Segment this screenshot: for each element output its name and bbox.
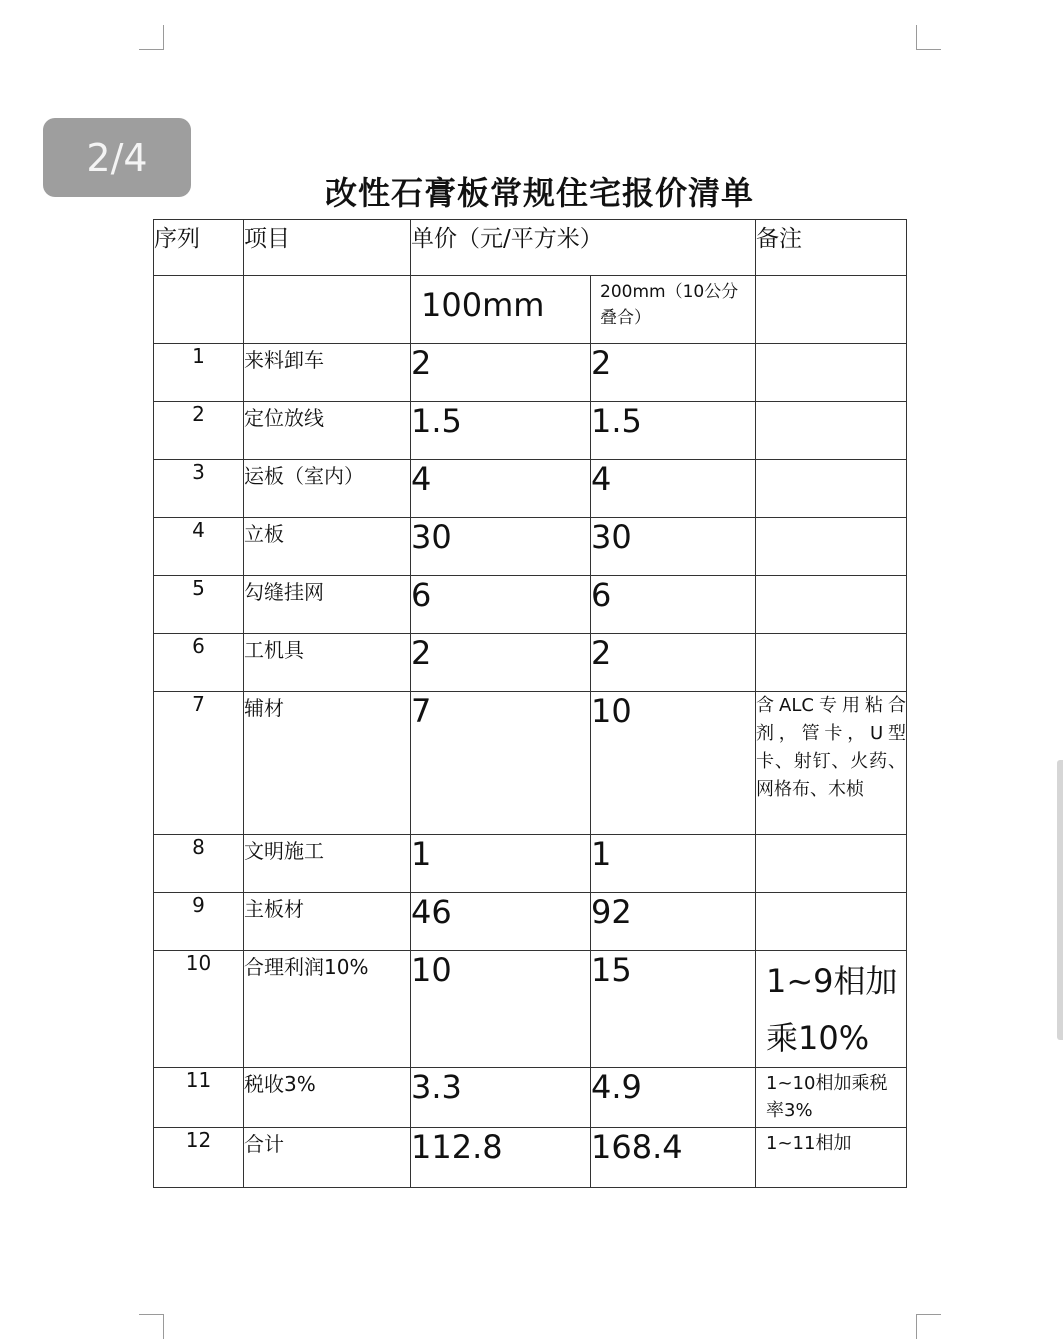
table-row (154, 344, 907, 402)
row-price-200mm: 2 (591, 634, 756, 692)
row-index: 8 (154, 835, 244, 893)
row-index: 9 (154, 893, 244, 951)
row-index: 6 (154, 634, 244, 692)
row-price-200mm: 92 (591, 893, 756, 951)
table-row (154, 835, 907, 893)
header-unit-price: 单价（元/平方米） (411, 220, 756, 276)
row-index: 7 (154, 692, 244, 835)
row-price-100mm: 1 (411, 835, 591, 893)
crop-mark-bottom-left (139, 1314, 164, 1339)
row-remark (756, 835, 907, 893)
row-remark: 含ALC专用粘合剂，管卡，U型卡、射钉、火药、网格布、木桢 (756, 692, 907, 835)
row-index: 3 (154, 460, 244, 518)
row-item: 辅材 (244, 692, 411, 835)
row-index: 1 (154, 344, 244, 402)
row-price-200mm: 10 (591, 692, 756, 835)
table-header-row (154, 220, 907, 276)
row-item: 定位放线 (244, 402, 411, 460)
row-item: 合理利润10% (244, 951, 411, 1068)
row-item: 合计 (244, 1128, 411, 1188)
row-remark (756, 344, 907, 402)
quote-table (153, 219, 907, 1188)
row-index: 2 (154, 402, 244, 460)
row-item: 运板（室内） (244, 460, 411, 518)
row-remark (756, 634, 907, 692)
scrollbar[interactable] (1057, 760, 1063, 1040)
table-body (154, 344, 907, 1188)
row-item: 文明施工 (244, 835, 411, 893)
row-price-200mm: 15 (591, 951, 756, 1068)
row-item: 勾缝挂网 (244, 576, 411, 634)
row-price-100mm: 2 (411, 344, 591, 402)
table-row (154, 402, 907, 460)
table-subheader-row (154, 276, 907, 344)
row-price-100mm: 6 (411, 576, 591, 634)
row-item: 立板 (244, 518, 411, 576)
table-row (154, 634, 907, 692)
row-price-100mm: 1.5 (411, 402, 591, 460)
table-row (154, 576, 907, 634)
row-price-200mm: 1 (591, 835, 756, 893)
row-price-200mm: 2 (591, 344, 756, 402)
crop-mark-top-left (139, 25, 164, 50)
table-row (154, 460, 907, 518)
row-item: 税收3% (244, 1068, 411, 1128)
table-row (154, 518, 907, 576)
table-row (154, 692, 907, 835)
row-item: 工机具 (244, 634, 411, 692)
row-price-100mm: 112.8 (411, 1128, 591, 1188)
row-remark: 1~10相加乘税率3% (756, 1068, 907, 1128)
header-remark: 备注 (756, 220, 907, 276)
row-item: 主板材 (244, 893, 411, 951)
row-price-100mm: 3.3 (411, 1068, 591, 1128)
row-price-200mm: 168.4 (591, 1128, 756, 1188)
row-price-200mm: 4 (591, 460, 756, 518)
row-price-200mm: 30 (591, 518, 756, 576)
table-row (154, 893, 907, 951)
subheader-200mm: 200mm（10公分叠合） (591, 276, 756, 344)
row-index: 10 (154, 951, 244, 1068)
row-remark: 1~11相加 (756, 1128, 907, 1188)
row-price-100mm: 4 (411, 460, 591, 518)
subheader-empty-remark (756, 276, 907, 344)
document-title: 改性石膏板常规住宅报价清单 (324, 174, 754, 212)
page-indicator: 2/4 (43, 118, 191, 197)
table-row (154, 951, 907, 1068)
row-price-100mm: 2 (411, 634, 591, 692)
row-price-100mm: 7 (411, 692, 591, 835)
row-price-200mm: 4.9 (591, 1068, 756, 1128)
subheader-empty-index (154, 276, 244, 344)
row-price-100mm: 30 (411, 518, 591, 576)
row-remark (756, 460, 907, 518)
table-row (154, 1068, 907, 1128)
row-remark (756, 402, 907, 460)
row-index: 5 (154, 576, 244, 634)
row-remark: 1~9相加乘10% (756, 951, 907, 1068)
row-item: 来料卸车 (244, 344, 411, 402)
header-index: 序列 (154, 220, 244, 276)
crop-mark-bottom-right (916, 1314, 941, 1339)
row-remark (756, 893, 907, 951)
row-remark (756, 576, 907, 634)
row-price-200mm: 1.5 (591, 402, 756, 460)
row-index: 12 (154, 1128, 244, 1188)
row-remark (756, 518, 907, 576)
table-row (154, 1128, 907, 1188)
row-index: 4 (154, 518, 244, 576)
row-price-100mm: 46 (411, 893, 591, 951)
row-index: 11 (154, 1068, 244, 1128)
subheader-100mm: 100mm (411, 276, 591, 344)
subheader-empty-item (244, 276, 411, 344)
crop-mark-top-right (916, 25, 941, 50)
row-price-100mm: 10 (411, 951, 591, 1068)
row-price-200mm: 6 (591, 576, 756, 634)
header-item: 项目 (244, 220, 411, 276)
